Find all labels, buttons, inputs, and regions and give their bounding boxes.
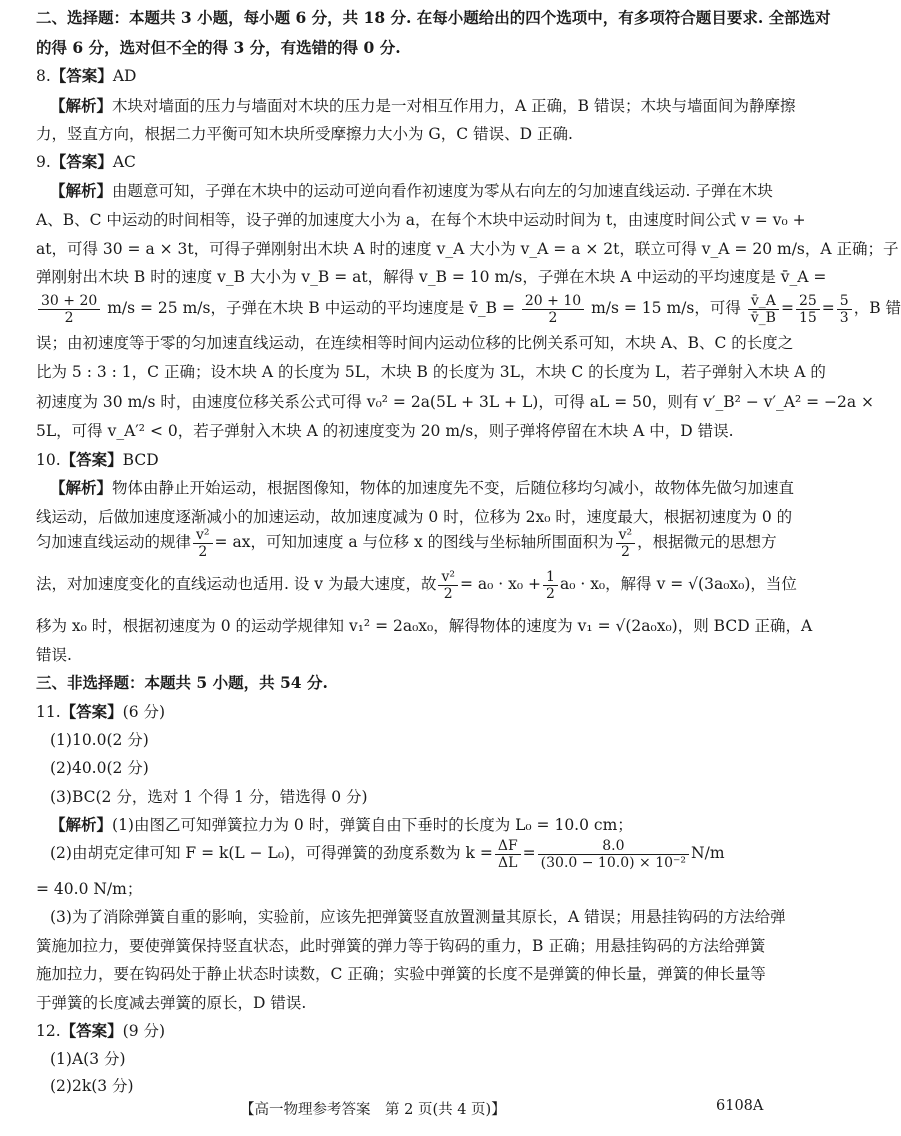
mcq-section-header: 二、选择题：本题共 3 小题，每小题 6 分，共 18 分. 在每小题给出的四个选项中，有多项符合题目要求. 全部选对 (36, 8, 831, 27)
fraction: $\frac{30 + 20}{2}$ (38, 293, 100, 326)
fraction: $\frac{v̄\_A}{v̄\_B}$ (748, 293, 779, 326)
q12-answer: 12.【答案】(9 分) (36, 1021, 166, 1040)
fraction: $\frac{5}{3}$ (837, 293, 852, 326)
q10-analysis-line: 线运动，后做加速度逐渐减小的加速运动，故加速度减为 0 时，位移为 2x₀ 时，速度最大，根据初速度为 0 的 (36, 508, 793, 526)
footer-code: 6108A (716, 1098, 764, 1114)
q10-answer: 10.【答案】BCD (36, 450, 159, 469)
q11-analysis-line: 【解析】(1)由图乙可知弹簧拉力为 0 时，弹簧自由下垂时的长度为 L₀ = 10.0 cm； (50, 815, 633, 834)
q9-analysis-line: 弹刚射出木块 B 时的速度 v_B 大小为 v_B = at，解得 v_B = 10 m/s，子弹在木块 A 中运动的平均速度是 v̄_A = (36, 268, 827, 286)
fraction: $\frac{\text{v²}}{2}$ (438, 569, 458, 602)
q11-analysis-line: (3)为了消除弹簧自重的影响，实验前，应该先把弹簧竖直放置测量其原长，A 错误；用悬挂钩码的方法给弹 (50, 908, 786, 926)
q10-analysis-line: 匀加速直线运动的规律 $\frac{\text{v²}}{2}$ = ax，可知加速度 a 与位移 x 的图线与坐标轴所围面积为 $\frac{\text{v²}}{2}$ ，根据微元的思想方 (36, 526, 777, 560)
fraction: $\frac{25}{15}$ (796, 293, 820, 326)
q9-analysis-line: 初速度为 30 m/s 时，由速度位移关系公式可得 v₀² = 2a(5L + 3L + L)，可得 aL = 50，则有 v′_B² − v′_A² = −2a × (36, 393, 875, 411)
q10-analysis-line: 【解析】物体由静止开始运动，根据图像知，物体的加速度先不变，后随位移均匀减小，故物体先做匀加速直 (50, 478, 795, 497)
footer-page-info: 【高一物理参考答案 第 2 页(共 4 页)】 (240, 1102, 506, 1118)
q9-analysis-line: 误；由初速度等于零的匀加速直线运动，在连续相等时间内运动位移的比例关系可知，木块 A、B、C 的长度之 (36, 334, 794, 352)
q11-answer-item: (3)BC(2 分，选对 1 个得 1 分，错选得 0 分) (50, 788, 368, 806)
fraction: $\frac{\Delta F}{\Delta L}$ (495, 838, 521, 871)
q12-answer-item: (1)A(3 分) (50, 1050, 126, 1068)
q8-answer: 8.【答案】AD (36, 66, 137, 85)
q9-answer: 9.【答案】AC (36, 152, 136, 171)
q11-answer-item: (2)40.0(2 分) (50, 759, 149, 777)
q12-answer-item: (2)2k(3 分) (50, 1077, 134, 1095)
q11-analysis-line: (2)由胡克定律可知 F = k(L − L₀)，可得弹簧的劲度系数为 k = $\frac{\Delta F}{\Delta L}$ = $\frac{8.0}{\text{(30.0 − 10.0) × 10⁻²}}$ N/m (50, 837, 725, 871)
q11-answer: 11.【答案】(6 分) (36, 702, 166, 721)
fraction: $\frac{20 + 10}{2}$ (522, 293, 584, 326)
q9-analysis-line: 比为 5 : 3 : 1，C 正确；设木块 A 的长度为 5L，木块 B 的长度为 3L，木块 C 的长度为 L，若子弹射入木块 A 的 (36, 363, 826, 381)
q10-analysis-line: 法，对加速度变化的直线运动也适用. 设 v 为最大速度，故 $\frac{\text{v²}}{2}$ = a₀ · x₀ + $\frac{1}{2}$ a₀ · x₀，解得 v = √(3a₀x₀)，当位 (36, 568, 797, 602)
q8-analysis-line: 力，竖直方向，根据二力平衡可知木块所受摩擦力大小为 G，C 错误、D 正确. (36, 125, 573, 143)
q9-analysis-line: $\frac{30 + 20}{2}$ m/s = 25 m/s，子弹在木块 B 中运动的平均速度是 v̄_B = $\frac{20 + 10}{2}$ m/s = 15 m/s，可得 $\frac{v̄\_A}{v̄\_B}$ = $\frac{25}{15}$ = $\frac{5}{3}$ ，B 错 (36, 289, 836, 327)
q11-answer-item: (1)10.0(2 分) (50, 731, 149, 749)
q11-analysis-line: = 40.0 N/m； (36, 880, 143, 898)
q9-analysis-line: at，可得 30 = a × 3t，可得子弹刚射出木块 A 时的速度 v_A 大小为 v_A = a × 2t，联立可得 v_A = 20 m/s，A 正确；子 (36, 240, 899, 258)
fraction: $\frac{1}{2}$ (543, 569, 558, 602)
fraction: $\frac{\text{v²}}{2}$ (616, 527, 636, 560)
fraction: $\frac{8.0}{\text{(30.0 − 10.0) × 10⁻²}}$ (538, 838, 689, 871)
mcq-section-header-cont: 的得 6 分，选对但不全的得 3 分，有选错的得 0 分. (36, 38, 401, 57)
q8-analysis-line: 【解析】木块对墙面的压力与墙面对木块的压力是一对相互作用力，A 正确，B 错误；木块与墙面间为静摩擦 (50, 96, 796, 115)
q9-analysis-line: 5L，可得 v_A′² < 0，若子弹射入木块 A 的初速度变为 20 m/s，则子弹将停留在木块 A 中，D 错误. (36, 422, 734, 440)
q11-analysis-line: 施加拉力，要在钩码处于静止状态时读数，C 正确；实验中弹簧的长度不是弹簧的伸长量，弹簧的伸长量等 (36, 965, 766, 983)
q10-analysis-line: 错误. (36, 646, 72, 664)
nonmcq-section-header: 三、非选择题：本题共 5 小题，共 54 分. (36, 673, 328, 692)
fraction: $\frac{\text{v²}}{2}$ (193, 527, 213, 560)
q10-analysis-line: 移为 x₀ 时，根据初速度为 0 的运动学规律知 v₁² = 2a₀x₀，解得物体的速度为 v₁ = √(2a₀x₀)，则 BCD 正确，A (36, 617, 813, 635)
q9-analysis-line: A、B、C 中运动的时间相等，设子弹的加速度大小为 a，在每个木块中运动时间为 t，由速度时间公式 v = v₀ + (36, 211, 806, 229)
q11-analysis-line: 于弹簧的长度减去弹簧的原长，D 错误. (36, 994, 307, 1012)
q11-analysis-line: 簧施加拉力，要使弹簧保持竖直状态，此时弹簧的弹力等于钩码的重力，B 正确；用悬挂钩码的方法给弹簧 (36, 937, 766, 955)
q9-analysis-line: 【解析】由题意可知，子弹在木块中的运动可逆向看作初速度为零从右向左的匀加速直线运动. 子弹在木块 (50, 181, 773, 200)
